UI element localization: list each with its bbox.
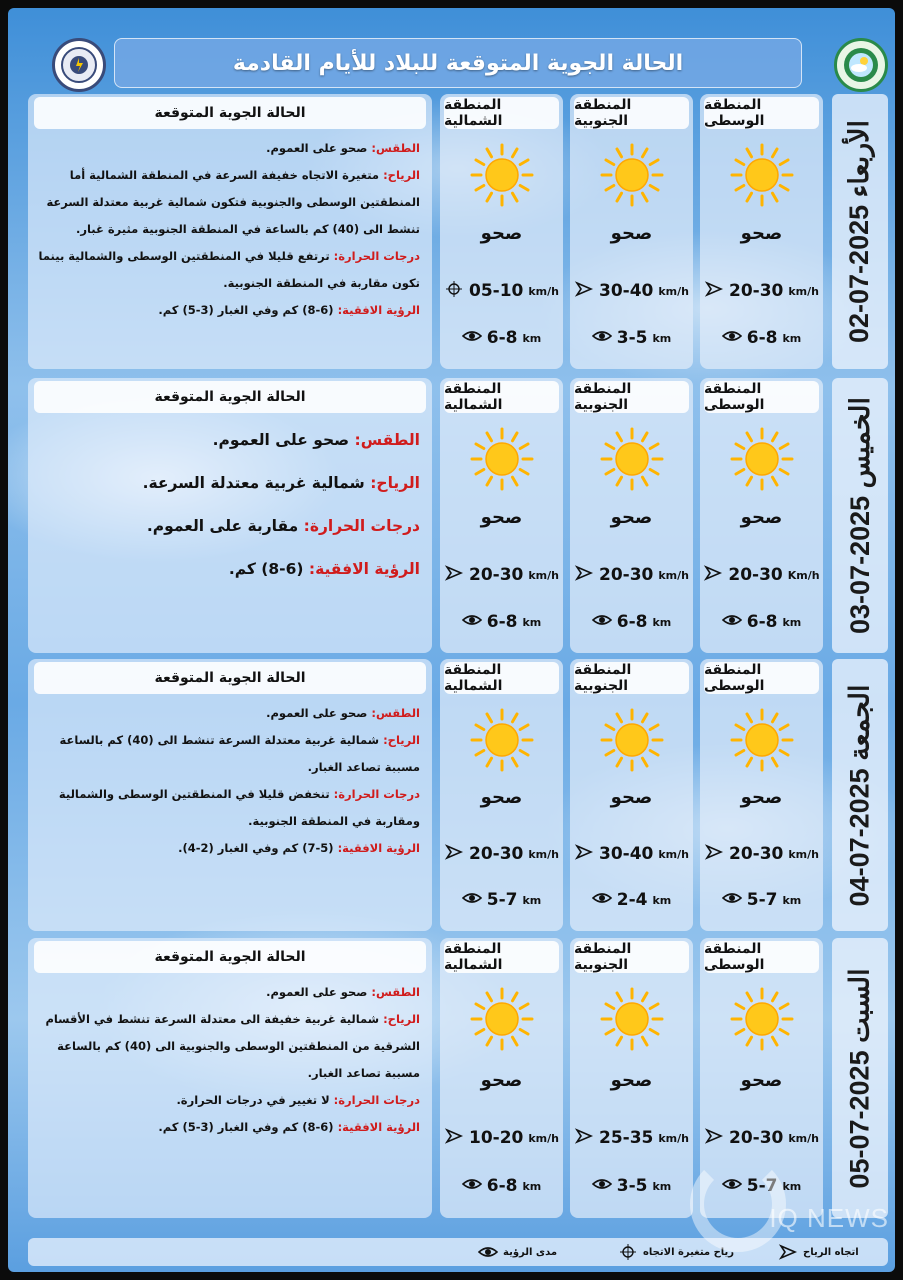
forecast-paragraph (38, 243, 420, 297)
forecast-paragraph (38, 462, 420, 505)
forecast-text (28, 413, 432, 591)
eye-icon (592, 328, 612, 348)
visibility-unit: km (782, 1179, 802, 1193)
watermark: IQ NEWS (769, 1203, 889, 1233)
forecast-label: الرؤية الافقية: (337, 303, 420, 317)
visibility-info (440, 1176, 563, 1196)
region-title: المنطقة الشمالية (444, 97, 559, 129)
forecast-paragraph (38, 979, 420, 1006)
sun-icon (729, 426, 795, 492)
visibility-value: 6-8 (746, 612, 778, 632)
forecast-title: الحالة الجوية المتوقعة (34, 662, 426, 694)
visibility-value: 5-7 (486, 890, 518, 910)
forecast-paragraph (38, 1087, 420, 1114)
region-title: المنطقة الجنوبية (574, 97, 689, 129)
forecast-label: الرياح: (370, 474, 420, 492)
day-date-label (832, 94, 888, 369)
visibility-info (700, 328, 823, 348)
forecast-label: الرؤية الافقية: (337, 1120, 420, 1134)
condition-label: صحو (610, 787, 653, 808)
visibility-unit: km (522, 893, 542, 907)
sun-icon (469, 986, 535, 1052)
sun-icon (469, 142, 535, 208)
meteorology-logo-icon (841, 45, 881, 85)
wind-info (570, 565, 693, 585)
legend-variable-wind-label: رياح متغيرة الاتجاه (643, 1246, 735, 1258)
forecast-value: صحو على العموم. (266, 985, 372, 999)
legend-visibility-label: مدى الرؤية (503, 1246, 558, 1258)
sun-icon (729, 986, 795, 1052)
forecast-value: تنخفض قليلا في المنطقتين الوسطى والشمالية ومقاربة في المنطقة الجنوبية. (58, 787, 420, 828)
wind-unit: km/h (788, 847, 819, 861)
visibility-unit: km (782, 331, 802, 345)
emblem-logo-icon (59, 45, 99, 85)
legend-wind-direction-label: اتجاه الرياح (803, 1246, 859, 1258)
condition-label: صحو (740, 507, 783, 528)
eye-icon (722, 328, 742, 348)
visibility-value: 5-7 (746, 1176, 778, 1196)
wind-direction-icon (574, 281, 594, 301)
visibility-unit: km (652, 893, 672, 907)
wind-speed: 20-30 (728, 281, 784, 301)
wind-direction-icon (778, 1244, 798, 1260)
meteorology-logo (834, 38, 888, 92)
condition-label: صحو (740, 1070, 783, 1091)
forecast-poster (8, 8, 895, 1272)
eye-icon (592, 890, 612, 910)
region-title: المنطقة الوسطى (704, 381, 819, 413)
visibility-unit: km (652, 331, 672, 345)
forecast-label: الرؤية الافقية: (337, 841, 420, 855)
variable-wind-icon (444, 281, 464, 301)
page-title: الحالة الجوية المتوقعة للبلاد للأيام القادمة (114, 38, 802, 88)
region-card (570, 659, 693, 931)
wind-direction-icon (444, 1128, 464, 1148)
region-card (440, 659, 563, 931)
forecast-value: شمالية غربية خفيفة الى معتدلة السرعة تنشط في الأقسام الشرقية من المنطقتين الوسطى والجنوبية الى (40) كم بالساعة مسببة تصاعد الغبار. (45, 1012, 420, 1080)
wind-speed: 20-30 (468, 844, 524, 864)
visibility-value: 2-4 (616, 890, 648, 910)
forecast-value: لا تغيير في درجات الحرارة. (176, 1093, 334, 1107)
region-card (570, 94, 693, 369)
sun-icon (599, 707, 665, 773)
visibility-info (570, 612, 693, 632)
sun-icon (469, 426, 535, 492)
wind-unit: km/h (528, 284, 559, 298)
wind-info (700, 844, 823, 864)
forecast-value: متغيرة الاتجاه خفيفة السرعة في المنطقة الشمالية أما المنطقتين الوسطى والجنوبية فتكون شمالية غربية معتدلة السرعة تنشط الى (40) كم بالساعة في المنطقة الجنوبية مثيرة غبار. (46, 168, 420, 236)
visibility-value: 6-8 (746, 328, 778, 348)
wind-info (700, 565, 823, 585)
wind-unit: km/h (528, 1131, 559, 1145)
day-date-label (832, 378, 888, 653)
wind-direction-icon (574, 844, 594, 864)
forecast-label: الطقس: (371, 141, 420, 155)
eye-icon (592, 1176, 612, 1196)
eye-icon (478, 1244, 498, 1260)
day-date-text: الجمعة 2025-07-04 (844, 684, 875, 906)
wind-direction-icon (704, 844, 724, 864)
region-card (440, 378, 563, 653)
region-card (440, 94, 563, 369)
eye-icon (722, 612, 742, 632)
region-card (570, 938, 693, 1218)
eye-icon (592, 612, 612, 632)
region-card (700, 659, 823, 931)
visibility-info (570, 890, 693, 910)
visibility-value: 6-8 (486, 1176, 518, 1196)
visibility-unit: km (652, 615, 672, 629)
variable-wind-icon (618, 1244, 638, 1260)
forecast-text (28, 129, 432, 324)
region-card (570, 378, 693, 653)
forecast-label: درجات الحرارة: (333, 249, 420, 263)
forecast-paragraph (38, 781, 420, 835)
day-date-label (832, 659, 888, 931)
forecast-value: (6-8) كم. (228, 560, 309, 578)
forecast-paragraph (38, 1114, 420, 1141)
wind-speed: 20-30 (598, 565, 654, 585)
wind-info (570, 844, 693, 864)
visibility-unit: km (782, 615, 802, 629)
forecast-label: الرياح: (383, 733, 420, 747)
visibility-unit: km (522, 1179, 542, 1193)
forecast-paragraph (38, 835, 420, 862)
day-date-text: السبت 2025-07-05 (844, 967, 875, 1189)
region-title: المنطقة الشمالية (444, 941, 559, 973)
wind-info (700, 281, 823, 301)
day-date-label (832, 938, 888, 1218)
visibility-info (440, 612, 563, 632)
region-title: المنطقة الوسطى (704, 662, 819, 694)
region-card (700, 94, 823, 369)
forecast-panel (28, 938, 432, 1218)
region-title: المنطقة الجنوبية (574, 662, 689, 694)
condition-label: صحو (610, 507, 653, 528)
forecast-paragraph (38, 505, 420, 548)
forecast-label: الرؤية الافقية: (308, 560, 420, 578)
wind-speed: 20-30 (728, 565, 783, 585)
forecast-paragraph (38, 162, 420, 243)
visibility-unit: km (652, 1179, 672, 1193)
sun-icon (599, 142, 665, 208)
day-row (28, 378, 888, 653)
legend-visibility (478, 1244, 557, 1260)
wind-speed: 05-10 (468, 281, 524, 301)
wind-speed: 20-30 (468, 565, 524, 585)
forecast-panel (28, 659, 432, 931)
forecast-label: درجات الحرارة: (333, 1093, 420, 1107)
visibility-info (440, 890, 563, 910)
forecast-panel (28, 94, 432, 369)
wind-speed: 30-40 (598, 844, 654, 864)
forecast-label: درجات الحرارة: (303, 517, 420, 535)
wind-unit: km/h (658, 568, 689, 582)
sun-icon (599, 426, 665, 492)
wind-unit: km/h (788, 284, 819, 298)
forecast-title: الحالة الجوية المتوقعة (34, 381, 426, 413)
visibility-info (570, 328, 693, 348)
visibility-value: 5-7 (746, 890, 778, 910)
forecast-value: صحو على العموم. (266, 706, 372, 720)
visibility-info (700, 890, 823, 910)
visibility-info (570, 1176, 693, 1196)
forecast-label: درجات الحرارة: (333, 787, 420, 801)
condition-label: صحو (480, 787, 523, 808)
day-date-text: الخميس 2025-07-03 (844, 396, 875, 635)
forecast-paragraph (38, 135, 420, 162)
eye-icon (462, 890, 482, 910)
visibility-unit: km (522, 331, 542, 345)
forecast-value: مقاربة على العموم. (146, 517, 304, 535)
forecast-value: صحو على العموم. (212, 431, 355, 449)
visibility-value: 6-8 (486, 328, 518, 348)
eye-icon (462, 1176, 482, 1196)
forecast-label: الطقس: (354, 431, 420, 449)
eye-icon (462, 612, 482, 632)
wind-info (440, 844, 563, 864)
wind-unit: km/h (788, 1131, 819, 1145)
forecast-value: صحو على العموم. (266, 141, 372, 155)
wind-direction-icon (574, 1128, 594, 1148)
forecast-panel (28, 378, 432, 653)
forecast-label: الطقس: (371, 706, 420, 720)
day-row (28, 659, 888, 931)
region-card (700, 378, 823, 653)
forecast-paragraph (38, 419, 420, 462)
visibility-value: 6-8 (616, 612, 648, 632)
wind-info (440, 565, 563, 585)
emblem-logo (52, 38, 106, 92)
forecast-value: شمالية غربية معتدلة السرعة تنشط الى (40) كم بالساعة مسببة تصاعد الغبار. (59, 733, 420, 774)
forecast-label: الرياح: (383, 1012, 420, 1026)
wind-unit: Km/h (787, 568, 820, 582)
forecast-value: (5-7) كم وفي الغبار (2-4). (178, 841, 338, 855)
wind-direction-icon (444, 565, 464, 585)
forecast-value: (6-8) كم وفي الغبار (3-5) كم. (158, 1120, 338, 1134)
condition-label: صحو (480, 507, 523, 528)
forecast-label: الرياح: (383, 168, 420, 182)
wind-speed: 10-20 (468, 1128, 524, 1148)
day-date-text: الأربعاء 2025-07-02 (844, 119, 875, 344)
forecast-title: الحالة الجوية المتوقعة (34, 941, 426, 973)
wind-info (570, 281, 693, 301)
wind-info (440, 1128, 563, 1148)
region-title: المنطقة الشمالية (444, 381, 559, 413)
wind-direction-icon (704, 281, 724, 301)
condition-label: صحو (480, 1070, 523, 1091)
visibility-value: 6-8 (486, 612, 518, 632)
condition-label: صحو (610, 1070, 653, 1091)
visibility-unit: km (782, 893, 802, 907)
forecast-text (28, 694, 432, 862)
forecast-paragraph (38, 700, 420, 727)
legend-wind-direction (778, 1244, 859, 1260)
forecast-paragraph (38, 548, 420, 591)
forecast-text (28, 973, 432, 1141)
visibility-info (440, 328, 563, 348)
wind-unit: km/h (528, 568, 559, 582)
sun-icon (599, 986, 665, 1052)
visibility-info (700, 612, 823, 632)
forecast-paragraph (38, 297, 420, 324)
wind-direction-icon (704, 1128, 724, 1148)
region-title: المنطقة الشمالية (444, 662, 559, 694)
region-title: المنطقة الوسطى (704, 97, 819, 129)
condition-label: صحو (480, 223, 523, 244)
wind-unit: km/h (658, 284, 689, 298)
wind-info (440, 281, 563, 301)
condition-label: صحو (740, 787, 783, 808)
wind-unit: km/h (658, 847, 689, 861)
sun-icon (729, 142, 795, 208)
forecast-paragraph (38, 727, 420, 781)
wind-speed: 20-30 (728, 1128, 784, 1148)
forecast-paragraph (38, 1006, 420, 1087)
wind-speed: 20-30 (728, 844, 784, 864)
region-title: المنطقة الوسطى (704, 941, 819, 973)
eye-icon (722, 890, 742, 910)
wind-info (700, 1128, 823, 1148)
wind-info (570, 1128, 693, 1148)
wind-direction-icon (703, 565, 723, 585)
visibility-value: 3-5 (616, 1176, 648, 1196)
visibility-unit: km (522, 615, 542, 629)
wind-direction-icon (444, 844, 464, 864)
forecast-value: شمالية غربية معتدلة السرعة. (142, 474, 371, 492)
sun-icon (729, 707, 795, 773)
wind-unit: km/h (528, 847, 559, 861)
eye-icon (462, 328, 482, 348)
region-title: المنطقة الجنوبية (574, 941, 689, 973)
forecast-value: (6-8) كم وفي الغبار (3-5) كم. (158, 303, 338, 317)
wind-direction-icon (574, 565, 594, 585)
forecast-label: الطقس: (371, 985, 420, 999)
region-card (440, 938, 563, 1218)
wind-speed: 30-40 (598, 281, 654, 301)
condition-label: صحو (740, 223, 783, 244)
wind-speed: 25-35 (598, 1128, 654, 1148)
visibility-value: 3-5 (616, 328, 648, 348)
forecast-value: ترتفع قليلا في المنطقتين الوسطى والشمالية بينما تكون مقاربة في المنطقة الجنوبية. (38, 249, 420, 290)
forecast-title: الحالة الجوية المتوقعة (34, 97, 426, 129)
sun-icon (469, 707, 535, 773)
wind-unit: km/h (658, 1131, 689, 1145)
condition-label: صحو (610, 223, 653, 244)
day-row (28, 94, 888, 369)
region-title: المنطقة الجنوبية (574, 381, 689, 413)
